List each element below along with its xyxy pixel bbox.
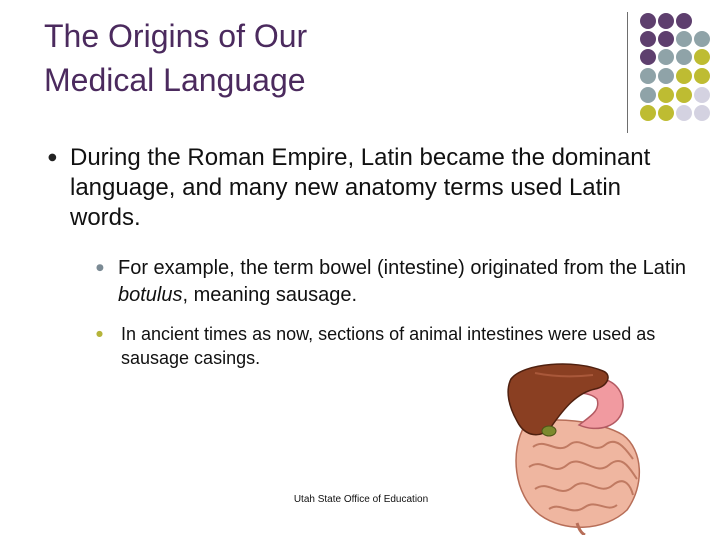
decorative-dot — [676, 68, 692, 84]
bullet-level-2 — [96, 255, 706, 309]
bullet-dot-icon: ● — [96, 263, 104, 273]
decorative-dot — [640, 31, 656, 47]
decorative-dot — [676, 87, 692, 103]
bullet-level-1 — [48, 143, 668, 233]
decorative-dot-grid-icon — [0, 0, 720, 140]
decorative-dot — [694, 87, 710, 103]
decorative-dot — [694, 68, 710, 84]
decorative-dot — [658, 68, 674, 84]
decorative-dot — [640, 13, 656, 29]
bullet-dot-icon: ● — [48, 152, 57, 163]
decorative-dot — [640, 87, 656, 103]
decorative-dot — [658, 13, 674, 29]
decorative-dot — [694, 31, 710, 47]
bullet-text: During the Roman Empire, Latin became the dominant language, and many new anatomy terms used Latin words. — [70, 144, 651, 231]
bullet-text-end: , meaning sausage. — [182, 284, 358, 306]
decorative-dot — [694, 49, 710, 65]
decorative-dot — [676, 31, 692, 47]
bullet-text: In ancient times as now, sections of animal intestines were used as sausage casings. — [121, 324, 656, 368]
decorative-dot — [694, 105, 710, 121]
title-line-1: The Origins of Our — [44, 18, 308, 54]
decorative-dot — [676, 13, 692, 29]
decorative-dot — [658, 87, 674, 103]
decorative-dot — [658, 31, 674, 47]
decorative-dot — [640, 105, 656, 121]
footer-source: Utah State Office of Education — [293, 494, 429, 505]
decorative-dot — [640, 68, 656, 84]
decorative-dot — [640, 49, 656, 65]
title-line-2: Medical Language — [44, 62, 306, 98]
latin-term: botulus — [118, 284, 183, 306]
bullet-dot-icon: ● — [96, 329, 103, 338]
bullet-text — [118, 255, 706, 309]
digestive-system-illustration — [505, 355, 655, 535]
decorative-dot — [676, 49, 692, 65]
decorative-dot — [658, 105, 674, 121]
decorative-dot — [658, 49, 674, 65]
bullet-text-start: For example, the term bowel (intestine) originated from the Latin — [118, 257, 687, 279]
decorative-dot — [676, 105, 692, 121]
